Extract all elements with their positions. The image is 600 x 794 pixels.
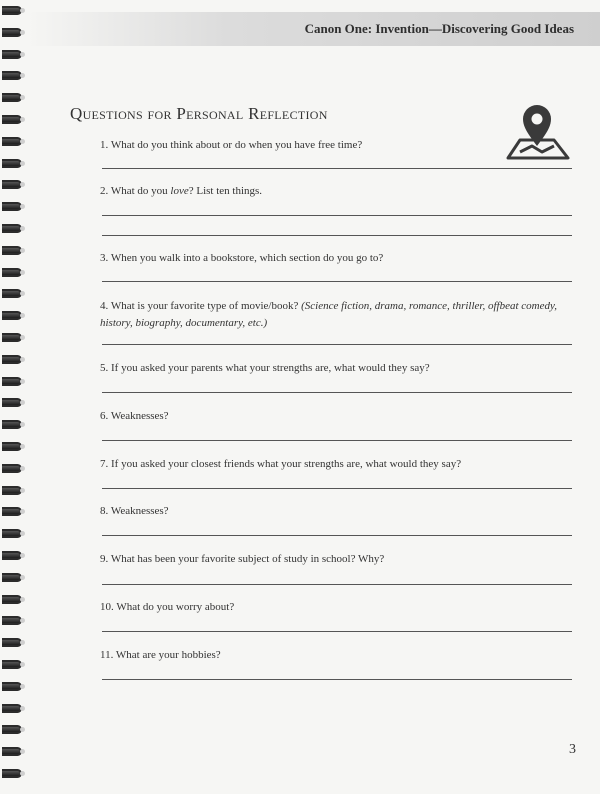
binding-hole — [20, 749, 25, 754]
binding-hole — [20, 553, 25, 558]
section-title: Questions for Personal Reflection — [70, 104, 328, 123]
binding-hole — [20, 488, 25, 493]
binding-hole — [20, 182, 25, 187]
question-6 — [100, 408, 570, 425]
binding-hole — [20, 422, 25, 427]
binding-hole — [20, 640, 25, 645]
question-text: What do you think about or do when you have free time? — [110, 139, 363, 151]
question-number: 2. — [100, 185, 109, 197]
binding-hole — [20, 466, 25, 471]
question-text: What do you worry about? — [116, 601, 235, 613]
binding-ring — [2, 769, 22, 778]
question-text: What is your favorite type of movie/book? — [110, 300, 302, 312]
binding-ring — [2, 202, 22, 211]
answer-line[interactable] — [102, 535, 572, 536]
binding-ring — [2, 682, 22, 691]
question-8 — [100, 503, 570, 520]
question-number: 11. — [100, 649, 114, 661]
question-1 — [100, 137, 570, 154]
binding-hole — [20, 161, 25, 166]
binding-ring — [2, 137, 22, 146]
question-emphasis: love — [170, 185, 189, 197]
binding-hole — [20, 618, 25, 623]
question-10 — [100, 599, 570, 616]
question-number: 7. — [100, 458, 109, 470]
binding-ring — [2, 595, 22, 604]
spiral-binding — [0, 0, 26, 794]
binding-hole — [20, 204, 25, 209]
question-text: Weaknesses? — [110, 505, 169, 517]
binding-ring — [2, 464, 22, 473]
header-bar — [26, 12, 600, 46]
question-text: When you walk into a bookstore, which section do you go to? — [110, 252, 384, 264]
question-text: ? List ten things. — [188, 185, 263, 197]
binding-hole — [20, 531, 25, 536]
question-7 — [100, 456, 570, 473]
binding-hole — [20, 400, 25, 405]
question-3 — [100, 250, 570, 267]
binding-ring — [2, 551, 22, 560]
binding-hole — [20, 357, 25, 362]
answer-line[interactable] — [102, 584, 572, 585]
binding-hole — [20, 139, 25, 144]
answer-line[interactable] — [102, 235, 572, 236]
binding-hole — [20, 95, 25, 100]
binding-ring — [2, 50, 22, 59]
question-text: What do you — [110, 185, 171, 197]
binding-ring — [2, 747, 22, 756]
answer-line[interactable] — [102, 168, 572, 169]
binding-ring — [2, 180, 22, 189]
binding-hole — [20, 52, 25, 57]
binding-hole — [20, 706, 25, 711]
question-number: 1. — [100, 139, 109, 151]
binding-hole — [20, 270, 25, 275]
binding-ring — [2, 725, 22, 734]
binding-ring — [2, 660, 22, 669]
binding-hole — [20, 313, 25, 318]
binding-ring — [2, 93, 22, 102]
binding-ring — [2, 289, 22, 298]
answer-line[interactable] — [102, 679, 572, 680]
answer-line[interactable] — [102, 281, 572, 282]
binding-hole — [20, 727, 25, 732]
question-9 — [100, 551, 570, 568]
binding-hole — [20, 771, 25, 776]
binding-hole — [20, 8, 25, 13]
binding-ring — [2, 246, 22, 255]
question-4 — [100, 298, 570, 332]
page-number: 3 — [569, 742, 576, 757]
binding-ring — [2, 355, 22, 364]
binding-hole — [20, 117, 25, 122]
answer-line[interactable] — [102, 440, 572, 441]
question-text: What has been your favorite subject of study in school? Why? — [110, 553, 385, 565]
binding-ring — [2, 71, 22, 80]
answer-line[interactable] — [102, 488, 572, 489]
question-text: If you asked your parents what your strengths are, what would they say? — [111, 362, 430, 374]
binding-hole — [20, 597, 25, 602]
binding-ring — [2, 507, 22, 516]
binding-ring — [2, 638, 22, 647]
answer-line[interactable] — [102, 392, 572, 393]
binding-hole — [20, 684, 25, 689]
chapter-title: Canon One: Invention—Discovering Good Ideas — [304, 21, 574, 36]
binding-hole — [20, 30, 25, 35]
binding-hole — [20, 335, 25, 340]
question-2 — [100, 183, 570, 200]
binding-ring — [2, 529, 22, 538]
question-text: If you asked your closest friends what your strengths are, what would they say? — [111, 458, 462, 470]
binding-ring — [2, 268, 22, 277]
binding-ring — [2, 616, 22, 625]
binding-hole — [20, 662, 25, 667]
binding-ring — [2, 377, 22, 386]
question-number: 8. — [100, 505, 109, 517]
binding-ring — [2, 115, 22, 124]
binding-ring — [2, 311, 22, 320]
binding-hole — [20, 379, 25, 384]
question-text: What are your hobbies? — [115, 649, 221, 661]
question-11 — [100, 647, 570, 664]
question-number: 10. — [100, 601, 114, 613]
binding-hole — [20, 248, 25, 253]
binding-hole — [20, 444, 25, 449]
binding-ring — [2, 442, 22, 451]
map-pin-icon — [498, 100, 576, 164]
binding-ring — [2, 333, 22, 342]
question-5 — [100, 360, 570, 377]
answer-line[interactable] — [102, 344, 572, 345]
binding-hole — [20, 73, 25, 78]
question-number: 9. — [100, 553, 109, 565]
binding-ring — [2, 420, 22, 429]
question-examples: (Science fiction, drama, romance, thriller, offbeat comedy, history, biography, documentary, etc.) — [100, 300, 558, 329]
question-number: 4. — [100, 300, 109, 312]
binding-ring — [2, 159, 22, 168]
binding-ring — [2, 398, 22, 407]
binding-ring — [2, 224, 22, 233]
question-number: 5. — [100, 362, 109, 374]
binding-ring — [2, 486, 22, 495]
answer-line[interactable] — [102, 631, 572, 632]
answer-line[interactable] — [102, 215, 572, 216]
binding-hole — [20, 509, 25, 514]
binding-ring — [2, 704, 22, 713]
binding-ring — [2, 28, 22, 37]
question-text: Weaknesses? — [110, 410, 169, 422]
binding-ring — [2, 573, 22, 582]
binding-ring — [2, 6, 22, 15]
question-number: 3. — [100, 252, 109, 264]
binding-hole — [20, 226, 25, 231]
binding-hole — [20, 291, 25, 296]
question-number: 6. — [100, 410, 109, 422]
binding-hole — [20, 575, 25, 580]
